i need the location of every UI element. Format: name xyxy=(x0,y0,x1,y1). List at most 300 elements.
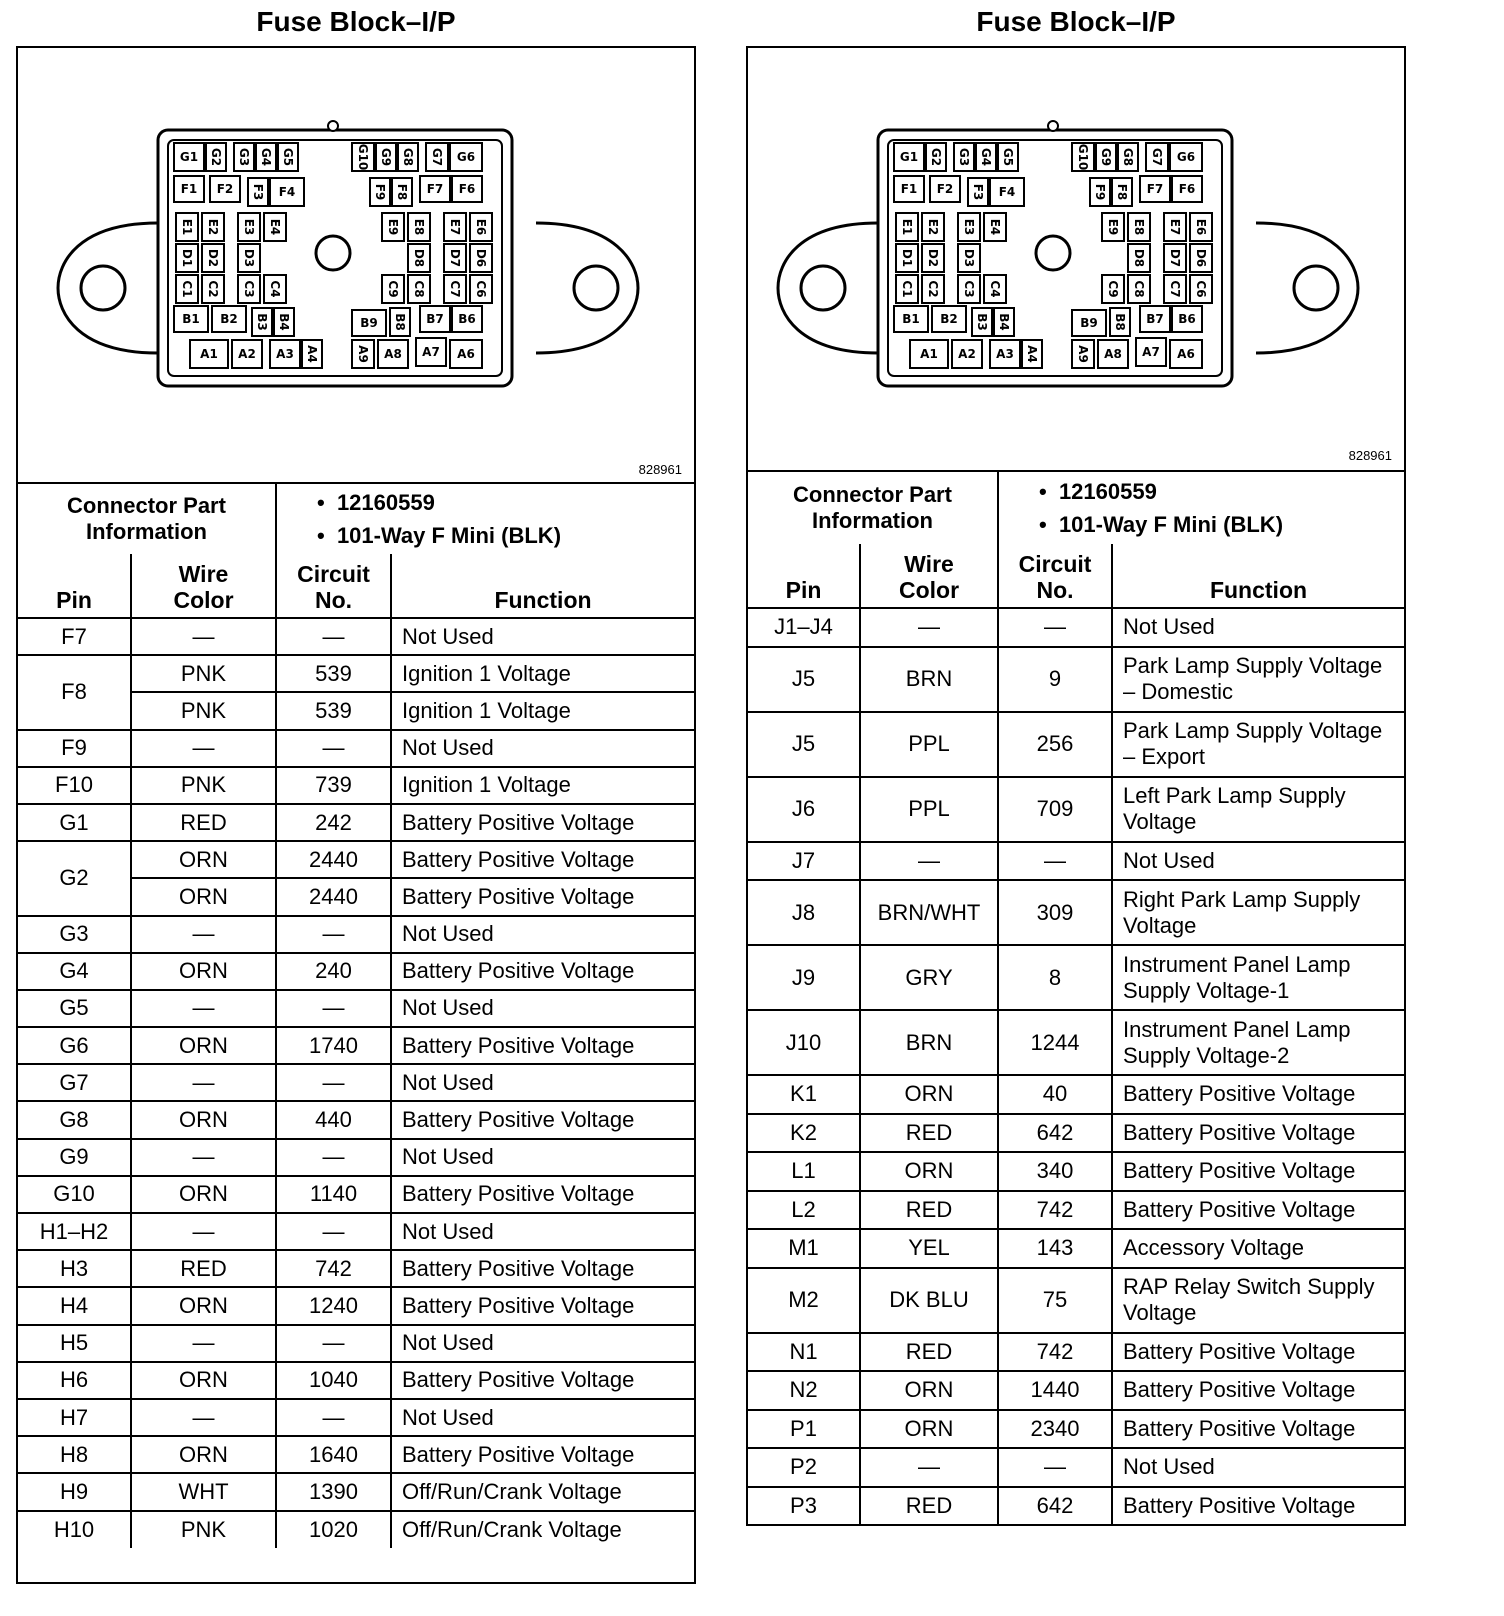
wire-color-cell: DK BLU xyxy=(860,1268,998,1333)
wire-color-cell: — xyxy=(860,608,998,647)
function-cell: Not Used xyxy=(391,1139,694,1176)
circuit-cell: 240 xyxy=(276,953,391,990)
cavity-E6 xyxy=(470,213,492,241)
svg-text:A9: A9 xyxy=(356,345,370,363)
table-row xyxy=(18,767,694,804)
connector-description: 101-Way F Mini (BLK) xyxy=(336,523,562,548)
svg-text:C1: C1 xyxy=(180,280,194,298)
table-row xyxy=(748,1333,1404,1372)
cavity-D1 xyxy=(176,244,198,272)
table-row xyxy=(18,1287,694,1324)
cavity-C7 xyxy=(444,275,466,303)
svg-text:E8: E8 xyxy=(412,218,426,236)
pin-cell: H9 xyxy=(18,1473,131,1510)
cavity-D3 xyxy=(958,244,980,272)
circuit-cell: — xyxy=(276,916,391,953)
table-row xyxy=(748,647,1404,712)
cavity-F2 xyxy=(930,176,960,202)
table-row xyxy=(18,990,694,1027)
pin-cell: G1 xyxy=(18,804,131,841)
table-row xyxy=(748,1410,1404,1449)
svg-text:D8: D8 xyxy=(1132,248,1146,268)
cavity-D8 xyxy=(408,244,430,272)
circuit-cell: 742 xyxy=(998,1333,1112,1372)
wire-color-cell: ORN xyxy=(860,1075,998,1114)
pin-cell: F8 xyxy=(18,655,131,729)
table-row xyxy=(748,1152,1404,1191)
circuit-cell: — xyxy=(276,1399,391,1436)
table-row xyxy=(18,1064,694,1101)
wire-color-cell: ORN xyxy=(131,1176,276,1213)
connector-diagram xyxy=(18,48,694,484)
svg-text:C4: C4 xyxy=(268,280,282,298)
svg-text:D6: D6 xyxy=(474,248,488,268)
svg-text:F7: F7 xyxy=(426,182,444,196)
function-cell: Battery Positive Voltage xyxy=(391,1027,694,1064)
svg-text:G5: G5 xyxy=(281,147,295,167)
header-wire-color: Wire Color xyxy=(131,554,276,618)
svg-text:C6: C6 xyxy=(1194,280,1208,298)
pin-cell: H3 xyxy=(18,1250,131,1287)
pin-cell: J6 xyxy=(748,777,860,842)
pin-cell: H5 xyxy=(18,1325,131,1362)
svg-text:B2: B2 xyxy=(220,312,238,326)
wire-color-cell: — xyxy=(860,842,998,881)
function-cell: Battery Positive Voltage xyxy=(391,1287,694,1324)
svg-text:E9: E9 xyxy=(386,218,400,236)
pin-cell: P3 xyxy=(748,1487,860,1526)
svg-text:E7: E7 xyxy=(448,218,462,236)
function-cell: Not Used xyxy=(391,990,694,1027)
function-cell: Battery Positive Voltage xyxy=(1112,1114,1404,1153)
cavity-C6 xyxy=(1190,275,1212,303)
svg-text:E8: E8 xyxy=(1132,218,1146,236)
header-circuit-no: Circuit No. xyxy=(276,554,391,618)
wire-color-cell: — xyxy=(131,1213,276,1250)
cavity-F7 xyxy=(420,176,450,202)
svg-text:A8: A8 xyxy=(384,347,402,361)
svg-text:C3: C3 xyxy=(962,280,976,298)
pin-cell: G4 xyxy=(18,953,131,990)
pin-cell: K2 xyxy=(748,1114,860,1153)
svg-text:E3: E3 xyxy=(962,218,976,236)
cavity-A8 xyxy=(1098,340,1128,368)
function-cell: Not Used xyxy=(391,618,694,655)
cavity-E3 xyxy=(958,213,980,241)
table-row xyxy=(18,1399,694,1436)
table-row xyxy=(748,1114,1404,1153)
table-row xyxy=(18,1176,694,1213)
svg-text:G1: G1 xyxy=(179,150,199,164)
svg-text:E1: E1 xyxy=(900,218,914,236)
pin-cell: G9 xyxy=(18,1139,131,1176)
cavity-G5 xyxy=(998,143,1018,171)
svg-text:D1: D1 xyxy=(180,248,194,268)
svg-text:F9: F9 xyxy=(1093,183,1107,201)
header-wire-color: Wire Color xyxy=(860,544,998,608)
wire-color-cell: ORN xyxy=(131,1101,276,1138)
cavity-F1 xyxy=(894,176,924,202)
connector-info-table xyxy=(18,484,694,554)
cavity-G7 xyxy=(1146,143,1168,171)
svg-text:F8: F8 xyxy=(1115,183,1129,201)
cavity-B3 xyxy=(972,308,992,336)
pin-cell: H1–H2 xyxy=(18,1213,131,1250)
cavity-F7 xyxy=(1140,176,1170,202)
svg-text:F6: F6 xyxy=(1178,182,1196,196)
svg-text:F6: F6 xyxy=(458,182,476,196)
function-cell: Instrument Panel Lamp Supply Voltage-1 xyxy=(1112,945,1404,1010)
circuit-cell: 75 xyxy=(998,1268,1112,1333)
cavity-F9 xyxy=(1090,178,1110,206)
cavity-B2 xyxy=(932,306,966,332)
circuit-cell: 40 xyxy=(998,1075,1112,1114)
wire-color-cell: RED xyxy=(860,1487,998,1526)
cavity-C7 xyxy=(1164,275,1186,303)
wire-color-cell: — xyxy=(131,730,276,767)
table-row xyxy=(18,1436,694,1473)
wire-color-cell: — xyxy=(131,1325,276,1362)
cavity-E7 xyxy=(1164,213,1186,241)
cavity-E4 xyxy=(264,213,286,241)
header-function: Function xyxy=(391,554,694,618)
cavity-A1 xyxy=(910,340,948,368)
svg-text:C2: C2 xyxy=(206,280,220,298)
cavity-B4 xyxy=(274,308,294,336)
cavity-E8 xyxy=(1128,213,1150,241)
cavity-D6 xyxy=(1190,244,1212,272)
cavity-D2 xyxy=(202,244,224,272)
pinout-table xyxy=(748,544,1404,1525)
function-cell: Not Used xyxy=(391,1064,694,1101)
svg-text:C9: C9 xyxy=(1106,280,1120,298)
cavity-B2 xyxy=(212,306,246,332)
table-row xyxy=(18,916,694,953)
cavity-A7 xyxy=(416,338,446,366)
cavity-E2 xyxy=(922,213,944,241)
header-circuit-no: Circuit No. xyxy=(998,544,1112,608)
function-cell: Not Used xyxy=(391,1325,694,1362)
cavity-E3 xyxy=(238,213,260,241)
function-cell: Battery Positive Voltage xyxy=(391,1436,694,1473)
table-row xyxy=(18,1362,694,1399)
svg-text:B3: B3 xyxy=(975,313,989,331)
svg-text:A2: A2 xyxy=(238,347,256,361)
svg-text:E3: E3 xyxy=(242,218,256,236)
wire-color-cell: PNK xyxy=(131,692,276,729)
pin-cell: P2 xyxy=(748,1448,860,1487)
svg-text:A1: A1 xyxy=(920,347,938,361)
cavity-C1 xyxy=(176,275,198,303)
wire-color-cell: — xyxy=(131,990,276,1027)
function-cell: Not Used xyxy=(391,1213,694,1250)
cavity-C9 xyxy=(382,275,404,303)
function-cell: Park Lamp Supply Voltage – Export xyxy=(1112,712,1404,777)
function-cell: Not Used xyxy=(391,1399,694,1436)
circuit-cell: 642 xyxy=(998,1114,1112,1153)
circuit-cell: 2440 xyxy=(276,878,391,915)
svg-text:G2: G2 xyxy=(209,147,223,167)
svg-text:A2: A2 xyxy=(958,347,976,361)
wire-color-cell: PPL xyxy=(860,712,998,777)
svg-text:G10: G10 xyxy=(356,143,370,171)
table-row xyxy=(18,1511,694,1548)
svg-text:B2: B2 xyxy=(940,312,958,326)
svg-text:E4: E4 xyxy=(268,218,282,236)
circuit-cell: — xyxy=(998,842,1112,881)
svg-text:B3: B3 xyxy=(255,313,269,331)
svg-text:G4: G4 xyxy=(979,147,993,167)
function-cell: Ignition 1 Voltage xyxy=(391,655,694,692)
wire-color-cell: YEL xyxy=(860,1229,998,1268)
table-row xyxy=(18,841,694,878)
cavity-C2 xyxy=(202,275,224,303)
svg-text:B8: B8 xyxy=(393,313,407,331)
circuit-cell: 1440 xyxy=(998,1371,1112,1410)
pin-cell: M1 xyxy=(748,1229,860,1268)
svg-text:G1: G1 xyxy=(899,150,919,164)
cavity-A7 xyxy=(1136,338,1166,366)
cavity-G10 xyxy=(352,143,374,171)
cavity-B7 xyxy=(1140,306,1170,332)
connector-info-label: Connector Part Information xyxy=(748,472,998,544)
cavity-G4 xyxy=(976,143,996,171)
pin-cell: J10 xyxy=(748,1010,860,1075)
svg-text:F2: F2 xyxy=(216,182,234,196)
pinout-table xyxy=(18,554,694,1548)
cavity-C6 xyxy=(470,275,492,303)
svg-text:G8: G8 xyxy=(1121,147,1135,167)
table-row xyxy=(748,1229,1404,1268)
circuit-cell: 2440 xyxy=(276,841,391,878)
diagram-part-ref: 828961 xyxy=(1348,448,1392,463)
table-row xyxy=(18,1473,694,1510)
svg-text:G10: G10 xyxy=(1076,143,1090,171)
svg-text:G7: G7 xyxy=(430,147,444,167)
connector-part-number: 12160559 xyxy=(336,490,435,515)
circuit-cell: — xyxy=(998,608,1112,647)
cavity-C4 xyxy=(984,275,1006,303)
header-pin: Pin xyxy=(18,554,131,618)
pin-cell: M2 xyxy=(748,1268,860,1333)
pin-cell: N2 xyxy=(748,1371,860,1410)
svg-text:C4: C4 xyxy=(988,280,1002,298)
function-cell: Instrument Panel Lamp Supply Voltage-2 xyxy=(1112,1010,1404,1075)
svg-text:B9: B9 xyxy=(360,316,378,330)
cavity-A6 xyxy=(450,340,482,368)
svg-text:F4: F4 xyxy=(278,185,296,199)
cavity-A6 xyxy=(1170,340,1202,368)
wire-color-cell: WHT xyxy=(131,1473,276,1510)
table-row xyxy=(748,777,1404,842)
table-row xyxy=(748,712,1404,777)
cavity-D1 xyxy=(896,244,918,272)
cavity-A3 xyxy=(990,340,1020,368)
cavity-F3 xyxy=(968,178,988,206)
table-row xyxy=(748,1448,1404,1487)
svg-text:G2: G2 xyxy=(929,147,943,167)
pin-cell: F9 xyxy=(18,730,131,767)
svg-text:B8: B8 xyxy=(1113,313,1127,331)
svg-text:G6: G6 xyxy=(456,150,476,164)
circuit-cell: 1640 xyxy=(276,1436,391,1473)
table-row xyxy=(748,1268,1404,1333)
function-cell: Battery Positive Voltage xyxy=(391,841,694,878)
svg-text:A6: A6 xyxy=(1177,347,1195,361)
svg-text:C2: C2 xyxy=(926,280,940,298)
table-row xyxy=(748,1191,1404,1230)
svg-text:A4: A4 xyxy=(1025,345,1039,363)
svg-text:D8: D8 xyxy=(412,248,426,268)
svg-text:B7: B7 xyxy=(426,312,444,326)
cavity-E4 xyxy=(984,213,1006,241)
cavity-A9 xyxy=(352,340,374,368)
cavity-C1 xyxy=(896,275,918,303)
svg-text:C7: C7 xyxy=(448,280,462,298)
function-cell: Battery Positive Voltage xyxy=(1112,1371,1404,1410)
pin-cell: N1 xyxy=(748,1333,860,1372)
svg-text:E6: E6 xyxy=(474,218,488,236)
cavity-E7 xyxy=(444,213,466,241)
pin-cell: H8 xyxy=(18,1436,131,1473)
circuit-cell: — xyxy=(276,1213,391,1250)
svg-text:F1: F1 xyxy=(180,182,198,196)
function-cell: Not Used xyxy=(391,730,694,767)
circuit-cell: 309 xyxy=(998,880,1112,945)
circuit-cell: 440 xyxy=(276,1101,391,1138)
connector-frame xyxy=(746,46,1406,1526)
pin-cell: J9 xyxy=(748,945,860,1010)
cavity-B3 xyxy=(252,308,272,336)
function-cell: Battery Positive Voltage xyxy=(1112,1487,1404,1526)
svg-text:B9: B9 xyxy=(1080,316,1098,330)
svg-text:F3: F3 xyxy=(251,183,265,201)
cavity-B6 xyxy=(452,306,482,332)
cavity-G10 xyxy=(1072,143,1094,171)
cavity-D6 xyxy=(470,244,492,272)
cavity-E9 xyxy=(382,213,404,241)
svg-text:E4: E4 xyxy=(988,218,1002,236)
pin-cell: K1 xyxy=(748,1075,860,1114)
cavity-B9 xyxy=(1072,310,1106,336)
connector-part-number: 12160559 xyxy=(1058,479,1157,504)
svg-text:B4: B4 xyxy=(997,313,1011,331)
svg-text:C8: C8 xyxy=(412,280,426,298)
cavity-A9 xyxy=(1072,340,1094,368)
cavity-G8 xyxy=(1118,143,1138,171)
connector-face-drawing xyxy=(748,48,1404,468)
svg-text:F4: F4 xyxy=(998,185,1016,199)
cavity-D7 xyxy=(1164,244,1186,272)
cavity-A2 xyxy=(232,340,262,368)
svg-text:G4: G4 xyxy=(259,147,273,167)
cavity-E1 xyxy=(896,213,918,241)
wire-color-cell: ORN xyxy=(131,841,276,878)
svg-text:F1: F1 xyxy=(900,182,918,196)
cavity-A4 xyxy=(302,340,322,368)
svg-text:D2: D2 xyxy=(926,248,940,268)
wire-color-cell: ORN xyxy=(131,1287,276,1324)
svg-text:G6: G6 xyxy=(1176,150,1196,164)
function-cell: Not Used xyxy=(1112,1448,1404,1487)
wire-color-cell: RED xyxy=(860,1191,998,1230)
panel-title: Fuse Block–I/P xyxy=(256,6,456,37)
svg-text:D3: D3 xyxy=(962,248,976,268)
table-row xyxy=(18,1139,694,1176)
cavity-D3 xyxy=(238,244,260,272)
function-cell: Battery Positive Voltage xyxy=(1112,1191,1404,1230)
table-row xyxy=(748,1487,1404,1526)
svg-text:A3: A3 xyxy=(276,347,294,361)
wire-color-cell: BRN/WHT xyxy=(860,880,998,945)
svg-text:A7: A7 xyxy=(1142,345,1160,359)
function-cell: RAP Relay Switch Supply Voltage xyxy=(1112,1268,1404,1333)
svg-text:D3: D3 xyxy=(242,248,256,268)
wire-color-cell: PNK xyxy=(131,655,276,692)
circuit-cell: — xyxy=(276,1139,391,1176)
cavity-B7 xyxy=(420,306,450,332)
table-row xyxy=(748,945,1404,1010)
circuit-cell: 2340 xyxy=(998,1410,1112,1449)
function-cell: Battery Positive Voltage xyxy=(391,1101,694,1138)
wire-color-cell: RED xyxy=(131,1250,276,1287)
cavity-G6 xyxy=(450,143,482,171)
cavity-A8 xyxy=(378,340,408,368)
circuit-cell: — xyxy=(276,730,391,767)
function-cell: Battery Positive Voltage xyxy=(1112,1410,1404,1449)
wire-color-cell: BRN xyxy=(860,647,998,712)
function-cell: Off/Run/Crank Voltage xyxy=(391,1473,694,1510)
circuit-cell: — xyxy=(276,618,391,655)
table-row xyxy=(748,1075,1404,1114)
cavity-C3 xyxy=(238,275,260,303)
connector-info-label: Connector Part Information xyxy=(18,484,276,554)
svg-text:A6: A6 xyxy=(457,347,475,361)
cavity-G3 xyxy=(954,143,974,171)
circuit-cell: 742 xyxy=(276,1250,391,1287)
pin-cell: J5 xyxy=(748,647,860,712)
pin-cell: F7 xyxy=(18,618,131,655)
cavity-D7 xyxy=(444,244,466,272)
pin-cell: G7 xyxy=(18,1064,131,1101)
connector-info-table xyxy=(748,472,1404,544)
svg-text:C9: C9 xyxy=(386,280,400,298)
cavity-G8 xyxy=(398,143,418,171)
cavity-F1 xyxy=(174,176,204,202)
svg-text:G9: G9 xyxy=(1099,147,1113,167)
wire-color-cell: ORN xyxy=(131,1436,276,1473)
svg-text:E7: E7 xyxy=(1168,218,1182,236)
table-row xyxy=(18,1027,694,1064)
svg-text:E2: E2 xyxy=(206,218,220,236)
wire-color-cell: GRY xyxy=(860,945,998,1010)
pin-cell: G2 xyxy=(18,841,131,915)
left-panel xyxy=(16,0,696,1616)
function-cell: Battery Positive Voltage xyxy=(391,1176,694,1213)
svg-text:F3: F3 xyxy=(971,183,985,201)
svg-text:B6: B6 xyxy=(1178,312,1196,326)
wire-color-cell: — xyxy=(131,1399,276,1436)
circuit-cell: 1240 xyxy=(276,1287,391,1324)
right-panel xyxy=(746,0,1406,1616)
pin-cell: H6 xyxy=(18,1362,131,1399)
svg-text:E6: E6 xyxy=(1194,218,1208,236)
panel-title: Fuse Block–I/P xyxy=(976,6,1176,37)
cavity-B4 xyxy=(994,308,1014,336)
cavity-E8 xyxy=(408,213,430,241)
function-cell: Not Used xyxy=(1112,842,1404,881)
function-cell: Battery Positive Voltage xyxy=(391,804,694,841)
